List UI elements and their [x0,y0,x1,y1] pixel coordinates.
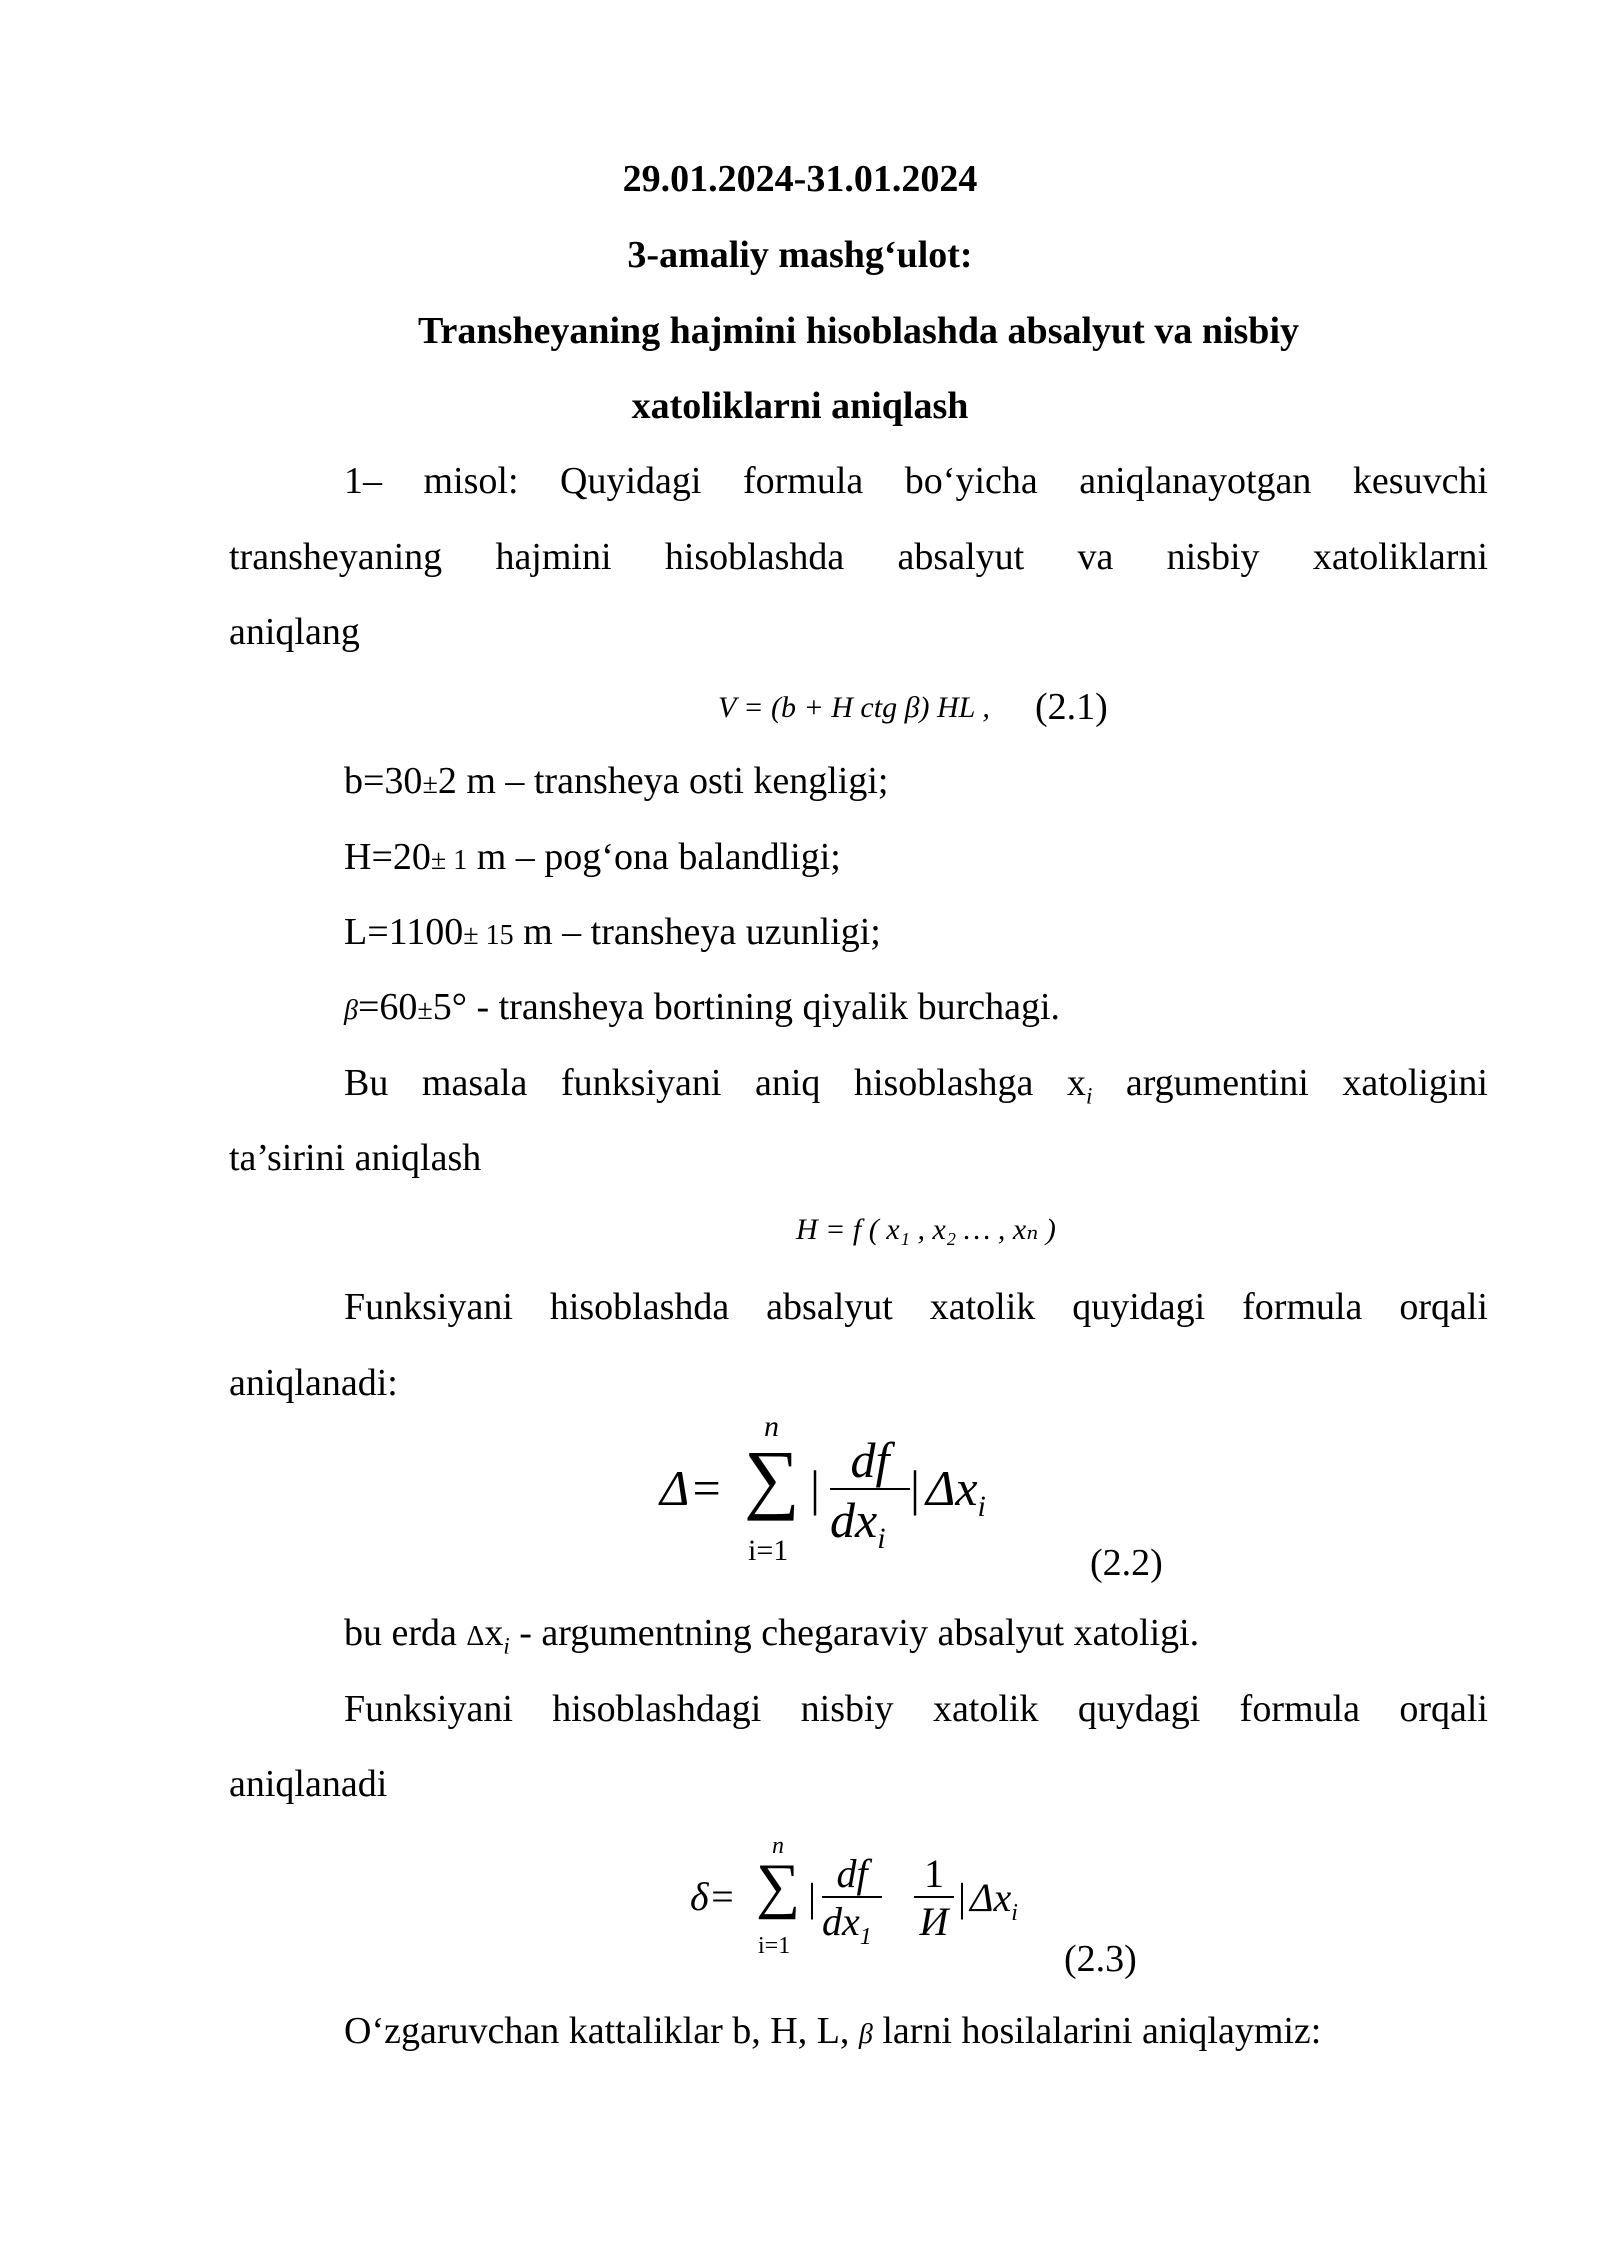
abs-bar-left: | [810,1460,821,1516]
delta-x-sub: i [977,1490,986,1523]
item-b-value: b=30 [344,760,423,802]
x-sub: i [503,1633,510,1659]
dx: dx [830,1492,878,1548]
paragraph-4 [344,1596,1199,1684]
formula-2-2-denominator [830,1492,920,1567]
paragraph-3-line-2: aniqlanadi: [229,1362,398,1404]
delta-x-2: Δx [970,1875,1012,1920]
item-beta-text: 5° - transheya bortining qiyalik burchagi. [432,986,1061,1028]
item-l-value: L=1100 [344,911,464,953]
x-symbol: x [484,1612,504,1654]
item-beta-pm: ± [417,995,433,1026]
abs-bar-right: | [910,1460,921,1516]
title-line-1: Transheyaning hajmini hisoblashda absalyut va nisbiy [418,310,1299,352]
item-l [344,895,881,973]
formula-2-3-upper: n [772,1833,784,1859]
formula-2-3-tail [970,1876,1018,1935]
item-b-pm: ± [422,769,438,800]
item-b-text: 2 m – transheya osti kengligi; [437,760,889,802]
dx-sub-2: 1 [859,1924,872,1950]
subscript-i: i [1085,1083,1093,1109]
delta-x: Δx [926,1460,978,1516]
formula-2-2-lower: i=1 [748,1534,789,1567]
formula-2-3-numerator: df [822,1852,882,1898]
lesson-heading: 3-amaliy mashg‘ulot: [627,234,973,276]
beta-symbol: β [344,995,358,1026]
paragraph-2-text-end: argumentini xatoligini [1092,1062,1488,1104]
item-h-value: H=20 [344,836,431,878]
formula-2-2-number: (2.2) [1090,1542,1163,1584]
formula-2-2-lhs: Δ= [660,1460,724,1516]
paragraph-4-text-end: - argumentning chegaraviy absalyut xatoligi. [509,1612,1200,1654]
paragraph-3-line-1: Funksiyani hisoblashda absalyut xatolik quyidagi formula orqali [344,1286,1488,1328]
item-h-pm: ± 1 [430,845,468,876]
beta-symbol-2: β [858,2019,873,2050]
formula-2-3-numerator-2: 1 [914,1852,954,1898]
item-h-text: m – pog‘ona balandligi; [467,836,841,878]
paragraph-5-line-2: aniqlanadi [229,1763,388,1805]
paragraph-5-line-1: Funksiyani hisoblashdagi nisbiy xatolik quydagi formula orqali [344,1688,1488,1730]
item-beta [344,970,1060,1048]
abs-bar-right-2: | [958,1875,967,1920]
formula-2-2 [660,1410,1020,1570]
formula-2-3 [690,1832,1050,1962]
delta-symbol: Δ [466,1621,485,1652]
paragraph-1-line-2: transheyaning hajmini hisoblashda absalyut va nisbiy xatoliklarni [229,536,1488,578]
formula-2-3-lhs: δ= [690,1874,736,1919]
dx-2: dx [822,1899,860,1944]
formula-2-2-upper: n [764,1410,779,1443]
delta-x-sub-2: i [1011,1900,1018,1926]
formula-2-3-lower: i=1 [758,1933,791,1959]
item-b [344,744,888,822]
paragraph-6 [344,1994,1321,2072]
paragraph-2-line-1 [344,1046,1488,1134]
date-heading: 29.01.2024-31.01.2024 [622,158,978,200]
dx-sub: i [877,1522,886,1555]
item-beta-value: =60 [357,986,418,1028]
paragraph-6-text-end: larni hosilalarini aniqlaymiz: [872,2010,1322,2052]
title-line-2: xatoliklarni aniqlash [631,385,969,427]
paragraph-4-text: bu erda [344,1612,467,1654]
sigma-symbol: ∑ [744,1434,800,1521]
paragraph-2-text: Bu masala funksiyani aniq hisoblashga x [344,1062,1086,1104]
formula-2-1: V = (b + H ctg β) HL , [718,691,990,724]
item-h [344,820,841,898]
formula-function: H = f ( x₁ , x₂ … , xₙ ) [796,1213,1056,1246]
item-l-pm: ± 15 [463,920,514,951]
formula-2-3-denominator-2: И [919,1899,949,1944]
paragraph-1-line-3: aniqlang [229,611,360,653]
formula-2-3-number: (2.3) [1064,1938,1137,1980]
formula-2-3-denominator [822,1900,902,1959]
formula-2-2-numerator: df [830,1432,910,1490]
abs-bar-left-2: | [808,1875,817,1920]
sigma-symbol-2: ∑ [756,1852,801,1920]
paragraph-6-text: O‘zgaruvchan kattaliklar b, H, L, [344,2010,859,2052]
formula-2-2-tail [926,1460,986,1535]
formula-2-1-number: (2.1) [1035,686,1108,728]
item-l-text: m – transheya uzunligi; [513,911,881,953]
paragraph-1-line-1: 1– misol: Quyidagi formula bo‘yicha aniqlanayotgan kesuvchi [344,460,1488,502]
paragraph-2-line-2: ta’sirini aniqlash [229,1137,482,1179]
